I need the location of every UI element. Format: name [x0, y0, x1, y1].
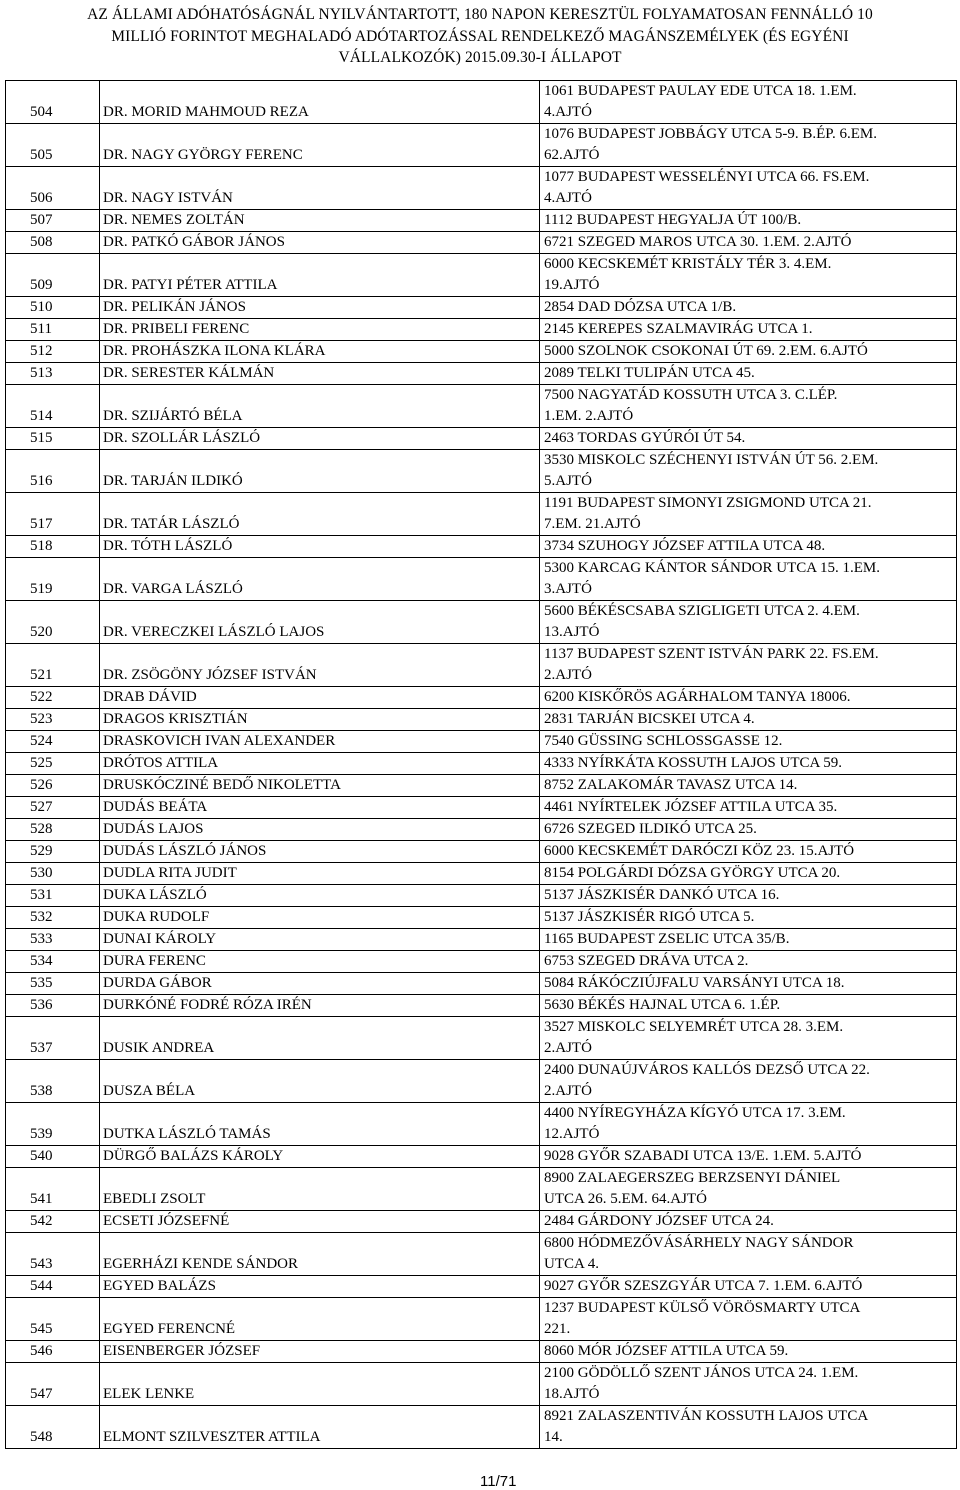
- row-number: 528: [6, 819, 100, 841]
- taxpayer-address: 3527 MISKOLC SELYEMRÉT UTCA 28. 3.EM. 2.AJTÓ: [544, 1019, 844, 1056]
- table-row: [6, 885, 957, 907]
- table-row: [6, 319, 957, 341]
- taxpayer-name: EGERHÁZI KENDE SÁNDOR: [100, 1233, 540, 1276]
- row-number: 534: [6, 951, 100, 973]
- taxpayer-name: ECSETI JÓZSEFNÉ: [100, 1211, 540, 1233]
- taxpayer-address: 8154 POLGÁRDI DÓZSA GYÖRGY UTCA 20.: [544, 865, 841, 881]
- table-row: [6, 1103, 957, 1146]
- taxpayer-address: 1112 BUDAPEST HEGYALJA ÚT 100/B.: [544, 212, 802, 228]
- taxpayer-address-cell: [540, 558, 957, 601]
- taxpayer-address: 6000 KECSKEMÉT KRISTÁLY TÉR 3. 4.EM. 19.AJTÓ: [544, 256, 832, 293]
- table-row: [6, 995, 957, 1017]
- taxpayer-address: 8060 MÓR JÓZSEF ATTILA UTCA 59.: [544, 1343, 789, 1359]
- taxpayer-address-cell: [540, 753, 957, 775]
- table-row: [6, 709, 957, 731]
- taxpayer-address: 4461 NYÍRTELEK JÓZSEF ATTILA UTCA 35.: [544, 799, 838, 815]
- table-row: [6, 297, 957, 319]
- table-row: [6, 1146, 957, 1168]
- taxpayer-address-cell: [540, 731, 957, 753]
- table-row: [6, 341, 957, 363]
- table-row: [6, 775, 957, 797]
- taxpayer-name: DR. PROHÁSZKA ILONA KLÁRA: [100, 341, 540, 363]
- table-row: [6, 536, 957, 558]
- taxpayer-address: 8900 ZALAEGERSZEG BERZSENYI DÁNIEL UTCA 26. 5.EM. 64.AJTÓ: [544, 1170, 841, 1207]
- row-number: 530: [6, 863, 100, 885]
- taxpayer-address-cell: [540, 124, 957, 167]
- row-number: 519: [6, 558, 100, 601]
- taxpayer-address-cell: [540, 841, 957, 863]
- row-number: 547: [6, 1363, 100, 1406]
- taxpayer-address-cell: [540, 1103, 957, 1146]
- taxpayer-address: 5137 JÁSZKISÉR DANKÓ UTCA 16.: [544, 887, 780, 903]
- taxpayer-name: DR. TÓTH LÁSZLÓ: [100, 536, 540, 558]
- row-number: 533: [6, 929, 100, 951]
- taxpayer-address: 1191 BUDAPEST SIMONYI ZSIGMOND UTCA 21. 7.EM. 21.AJTÓ: [544, 495, 872, 532]
- taxpayer-address: 6200 KISKŐRÖS AGÁRHALOM TANYA 18006.: [544, 689, 851, 705]
- taxpayer-name: DUDÁS LAJOS: [100, 819, 540, 841]
- row-number: 540: [6, 1146, 100, 1168]
- taxpayer-name: DUKA RUDOLF: [100, 907, 540, 929]
- taxpayer-address: 8921 ZALASZENTIVÁN KOSSUTH LAJOS UTCA 14.: [544, 1408, 869, 1445]
- taxpayer-name: DR. PELIKÁN JÁNOS: [100, 297, 540, 319]
- taxpayer-name: DRUSKÓCZINÉ BEDŐ NIKOLETTA: [100, 775, 540, 797]
- taxpayer-address-cell: [540, 797, 957, 819]
- taxpayer-address-cell: [540, 929, 957, 951]
- row-number: 545: [6, 1298, 100, 1341]
- taxpayer-name: DR. PRIBELI FERENC: [100, 319, 540, 341]
- taxpayer-name: DRASKOVICH IVAN ALEXANDER: [100, 731, 540, 753]
- taxpayer-address-cell: [540, 493, 957, 536]
- taxpayer-name: ELMONT SZILVESZTER ATTILA: [100, 1406, 540, 1449]
- row-number: 518: [6, 536, 100, 558]
- taxpayer-address-cell: [540, 775, 957, 797]
- taxpayer-address-cell: [540, 210, 957, 232]
- row-number: 546: [6, 1341, 100, 1363]
- table-row: [6, 363, 957, 385]
- taxpayer-name: DR. TATÁR LÁSZLÓ: [100, 493, 540, 536]
- table-row: [6, 863, 957, 885]
- taxpayer-address-cell: [540, 601, 957, 644]
- taxpayer-name: DR. TARJÁN ILDIKÓ: [100, 450, 540, 493]
- table-row: [6, 731, 957, 753]
- row-number: 531: [6, 885, 100, 907]
- taxpayer-address: 1165 BUDAPEST ZSELIC UTCA 35/B.: [544, 931, 790, 947]
- taxpayer-address: 2463 TORDAS GYÚRÓI ÚT 54.: [544, 430, 746, 446]
- taxpayer-address-cell: [540, 687, 957, 709]
- taxpayer-address-cell: [540, 907, 957, 929]
- taxpayer-address: 1077 BUDAPEST WESSELÉNYI UTCA 66. FS.EM. 4.AJTÓ: [544, 169, 870, 206]
- taxpayer-name: DR. VARGA LÁSZLÓ: [100, 558, 540, 601]
- row-number: 509: [6, 254, 100, 297]
- taxpayer-address-cell: [540, 1276, 957, 1298]
- taxpayer-name: EBEDLI ZSOLT: [100, 1168, 540, 1211]
- row-number: 522: [6, 687, 100, 709]
- row-number: 526: [6, 775, 100, 797]
- taxpayer-address-cell: [540, 951, 957, 973]
- row-number: 536: [6, 995, 100, 1017]
- taxpayer-address-cell: [540, 81, 957, 124]
- row-number: 539: [6, 1103, 100, 1146]
- taxpayer-address: 1076 BUDAPEST JOBBÁGY UTCA 5-9. B.ÉP. 6.EM. 62.AJTÓ: [544, 126, 877, 163]
- taxpayer-name: DURKÓNÉ FODRÉ RÓZA IRÉN: [100, 995, 540, 1017]
- row-number: 513: [6, 363, 100, 385]
- taxpayer-name: DRAB DÁVID: [100, 687, 540, 709]
- table-row: [6, 929, 957, 951]
- taxpayer-name: DUDÁS BEÁTA: [100, 797, 540, 819]
- taxpayer-address-cell: [540, 1298, 957, 1341]
- taxpayer-address: 3734 SZUHOGY JÓZSEF ATTILA UTCA 48.: [544, 538, 826, 554]
- taxpayer-address-cell: [540, 995, 957, 1017]
- row-number: 535: [6, 973, 100, 995]
- header-line-1: AZ ÁLLAMI ADÓHATÓSÁGNÁL NYILVÁNTARTOTT, 180 NAPON KERESZTÜL FOLYAMATOSAN FENNÁLLÓ 10: [87, 6, 873, 23]
- table-row: [6, 1341, 957, 1363]
- table-row: [6, 644, 957, 687]
- table-row: [6, 428, 957, 450]
- taxpayer-address: 2400 DUNAÚJVÁROS KALLÓS DEZSŐ UTCA 22. 2.AJTÓ: [544, 1062, 870, 1099]
- taxpayer-address: 2089 TELKI TULIPÁN UTCA 45.: [544, 365, 755, 381]
- taxpayer-address-cell: [540, 1406, 957, 1449]
- taxpayer-address: 5137 JÁSZKISÉR RIGÓ UTCA 5.: [544, 909, 755, 925]
- taxpayer-table-body: [6, 81, 957, 1449]
- taxpayer-name: DURDA GÁBOR: [100, 973, 540, 995]
- row-number: 542: [6, 1211, 100, 1233]
- table-row: [6, 841, 957, 863]
- table-row: [6, 1363, 957, 1406]
- row-number: 527: [6, 797, 100, 819]
- table-row: [6, 973, 957, 995]
- table-row: [6, 124, 957, 167]
- taxpayer-name: DÜRGŐ BALÁZS KÁROLY: [100, 1146, 540, 1168]
- row-number: 506: [6, 167, 100, 210]
- taxpayer-address-cell: [540, 644, 957, 687]
- taxpayer-address-cell: [540, 428, 957, 450]
- taxpayer-address-cell: [540, 863, 957, 885]
- table-row: [6, 167, 957, 210]
- table-row: [6, 81, 957, 124]
- table-row: [6, 601, 957, 644]
- header-line-2: MILLIÓ FORINTOT MEGHALADÓ ADÓTARTOZÁSSAL RENDELKEZŐ MAGÁNSZEMÉLYEK (ÉS EGYÉNI: [111, 27, 849, 45]
- taxpayer-address-cell: [540, 1060, 957, 1103]
- taxpayer-name: ELEK LENKE: [100, 1363, 540, 1406]
- taxpayer-address-cell: [540, 1363, 957, 1406]
- header-line-3: VÁLLALKOZÓK) 2015.09.30-I ÁLLAPOT: [338, 49, 622, 66]
- taxpayer-name: DR. SZIJÁRTÓ BÉLA: [100, 385, 540, 428]
- table-row: [6, 797, 957, 819]
- taxpayer-address-cell: [540, 254, 957, 297]
- taxpayer-address: 7540 GÜSSING SCHLOSSGASSE 12.: [544, 733, 783, 749]
- row-number: 511: [6, 319, 100, 341]
- row-number: 541: [6, 1168, 100, 1211]
- table-row: [6, 1211, 957, 1233]
- row-number: 507: [6, 210, 100, 232]
- taxpayer-address: 1137 BUDAPEST SZENT ISTVÁN PARK 22. FS.EM. 2.AJTÓ: [544, 646, 879, 683]
- table-row: [6, 907, 957, 929]
- taxpayer-name: DR. PATYI PÉTER ATTILA: [100, 254, 540, 297]
- table-row: [6, 450, 957, 493]
- taxpayer-address: 9027 GYŐR SZESZGYÁR UTCA 7. 1.EM. 6.AJTÓ: [544, 1278, 863, 1294]
- taxpayer-address: 2831 TARJÁN BICSKEI UTCA 4.: [544, 711, 755, 727]
- taxpayer-address-cell: [540, 1211, 957, 1233]
- row-number: 525: [6, 753, 100, 775]
- taxpayer-address: 6721 SZEGED MAROS UTCA 30. 1.EM. 2.AJTÓ: [544, 234, 852, 250]
- taxpayer-address: 5000 SZOLNOK CSOKONAI ÚT 69. 2.EM. 6.AJTÓ: [544, 343, 868, 359]
- taxpayer-name: DUSIK ANDREA: [100, 1017, 540, 1060]
- taxpayer-name: DR. NEMES ZOLTÁN: [100, 210, 540, 232]
- row-number: 514: [6, 385, 100, 428]
- taxpayer-address: 2854 DAD DÓZSA UTCA 1/B.: [544, 299, 737, 315]
- taxpayer-address: 1237 BUDAPEST KÜLSŐ VÖRÖSMARTY UTCA 221.: [544, 1300, 861, 1337]
- taxpayer-address: 2484 GÁRDONY JÓZSEF UTCA 24.: [544, 1213, 774, 1229]
- row-number: 510: [6, 297, 100, 319]
- table-row: [6, 819, 957, 841]
- taxpayer-address-cell: [540, 819, 957, 841]
- row-number: 543: [6, 1233, 100, 1276]
- table-row: [6, 558, 957, 601]
- row-number: 538: [6, 1060, 100, 1103]
- table-row: [6, 1017, 957, 1060]
- taxpayer-address-cell: [540, 341, 957, 363]
- taxpayer-name: DURA FERENC: [100, 951, 540, 973]
- row-number: 537: [6, 1017, 100, 1060]
- taxpayer-address-cell: [540, 297, 957, 319]
- taxpayer-address: 6753 SZEGED DRÁVA UTCA 2.: [544, 953, 749, 969]
- row-number: 516: [6, 450, 100, 493]
- row-number: 515: [6, 428, 100, 450]
- taxpayer-name: DR. VERECZKEI LÁSZLÓ LAJOS: [100, 601, 540, 644]
- row-number: 520: [6, 601, 100, 644]
- table-row: [6, 210, 957, 232]
- taxpayer-name: DRAGOS KRISZTIÁN: [100, 709, 540, 731]
- taxpayer-address: 8752 ZALAKOMÁR TAVASZ UTCA 14.: [544, 777, 798, 793]
- taxpayer-address: 5630 BÉKÉS HAJNAL UTCA 6. 1.ÉP.: [544, 997, 781, 1013]
- taxpayer-address: 7500 NAGYATÁD KOSSUTH UTCA 3. C.LÉP. 1.EM. 2.AJTÓ: [544, 387, 838, 424]
- row-number: 529: [6, 841, 100, 863]
- taxpayer-name: DUDLA RITA JUDIT: [100, 863, 540, 885]
- taxpayer-address: 6000 KECSKEMÉT DARÓCZI KÖZ 23. 15.AJTÓ: [544, 843, 855, 859]
- row-number: 504: [6, 81, 100, 124]
- taxpayer-address-cell: [540, 450, 957, 493]
- table-row: [6, 493, 957, 536]
- taxpayer-address: 5300 KARCAG KÁNTOR SÁNDOR UTCA 15. 1.EM. 3.AJTÓ: [544, 560, 880, 597]
- taxpayer-address: 3530 MISKOLC SZÉCHENYI ISTVÁN ÚT 56. 2.EM. 5.AJTÓ: [544, 452, 879, 489]
- taxpayer-table: [5, 80, 957, 1449]
- taxpayer-address: 5084 RÁKÓCZIÚJFALU VARSÁNYI UTCA 18.: [544, 975, 845, 991]
- taxpayer-name: EISENBERGER JÓZSEF: [100, 1341, 540, 1363]
- taxpayer-address-cell: [540, 1341, 957, 1363]
- table-row: [6, 951, 957, 973]
- taxpayer-name: EGYED FERENCNÉ: [100, 1298, 540, 1341]
- taxpayer-address: 9028 GYŐR SZABADI UTCA 13/E. 1.EM. 5.AJTÓ: [544, 1148, 862, 1164]
- taxpayer-address-cell: [540, 385, 957, 428]
- taxpayer-address: 1061 BUDAPEST PAULAY EDE UTCA 18. 1.EM. 4.AJTÓ: [544, 83, 857, 120]
- taxpayer-address-cell: [540, 1017, 957, 1060]
- taxpayer-name: DUSZA BÉLA: [100, 1060, 540, 1103]
- taxpayer-name: DR. SERESTER KÁLMÁN: [100, 363, 540, 385]
- taxpayer-name: EGYED BALÁZS: [100, 1276, 540, 1298]
- taxpayer-address-cell: [540, 319, 957, 341]
- taxpayer-name: DUTKA LÁSZLÓ TAMÁS: [100, 1103, 540, 1146]
- row-number: 532: [6, 907, 100, 929]
- row-number: 544: [6, 1276, 100, 1298]
- taxpayer-address: 2100 GÖDÖLLŐ SZENT JÁNOS UTCA 24. 1.EM. 18.AJTÓ: [544, 1365, 859, 1402]
- row-number: 523: [6, 709, 100, 731]
- taxpayer-name: DR. PATKÓ GÁBOR JÁNOS: [100, 232, 540, 254]
- row-number: 505: [6, 124, 100, 167]
- table-row: [6, 254, 957, 297]
- taxpayer-address-cell: [540, 1233, 957, 1276]
- taxpayer-address-cell: [540, 709, 957, 731]
- taxpayer-address-cell: [540, 232, 957, 254]
- table-row: [6, 232, 957, 254]
- table-row: [6, 1060, 957, 1103]
- table-row: [6, 1168, 957, 1211]
- taxpayer-address: 6726 SZEGED ILDIKÓ UTCA 25.: [544, 821, 757, 837]
- table-row: [6, 753, 957, 775]
- taxpayer-name: DR. ZSÖGÖNY JÓZSEF ISTVÁN: [100, 644, 540, 687]
- row-number: 508: [6, 232, 100, 254]
- taxpayer-name: DR. MORID MAHMOUD REZA: [100, 81, 540, 124]
- taxpayer-name: DR. NAGY GYÖRGY FERENC: [100, 124, 540, 167]
- row-number: 548: [6, 1406, 100, 1449]
- table-row: [6, 1233, 957, 1276]
- taxpayer-address: 4333 NYÍRKÁTA KOSSUTH LAJOS UTCA 59.: [544, 755, 842, 771]
- row-number: 521: [6, 644, 100, 687]
- taxpayer-address-cell: [540, 973, 957, 995]
- taxpayer-address-cell: [540, 363, 957, 385]
- taxpayer-address-cell: [540, 1168, 957, 1211]
- table-row: [6, 385, 957, 428]
- row-number: 512: [6, 341, 100, 363]
- table-row: [6, 1276, 957, 1298]
- taxpayer-name: DUKA LÁSZLÓ: [100, 885, 540, 907]
- table-row: [6, 1298, 957, 1341]
- taxpayer-name: DR. SZOLLÁR LÁSZLÓ: [100, 428, 540, 450]
- taxpayer-address-cell: [540, 167, 957, 210]
- row-number: 517: [6, 493, 100, 536]
- taxpayer-address: 5600 BÉKÉSCSABA SZIGLIGETI UTCA 2. 4.EM. 13.AJTÓ: [544, 603, 860, 640]
- taxpayer-address: 6800 HÓDMEZŐVÁSÁRHELY NAGY SÁNDOR UTCA 4.: [544, 1235, 854, 1272]
- taxpayer-address-cell: [540, 1146, 957, 1168]
- taxpayer-name: DRÓTOS ATTILA: [100, 753, 540, 775]
- table-row: [6, 687, 957, 709]
- row-number: 524: [6, 731, 100, 753]
- page-number: 11/71: [480, 1473, 517, 1490]
- taxpayer-name: DR. NAGY ISTVÁN: [100, 167, 540, 210]
- taxpayer-name: DUNAI KÁROLY: [100, 929, 540, 951]
- taxpayer-address: 4400 NYÍREGYHÁZA KÍGYÓ UTCA 17. 3.EM. 12.AJTÓ: [544, 1105, 846, 1142]
- taxpayer-name: DUDÁS LÁSZLÓ JÁNOS: [100, 841, 540, 863]
- taxpayer-address-cell: [540, 885, 957, 907]
- taxpayer-address: 2145 KEREPES SZALMAVIRÁG UTCA 1.: [544, 321, 813, 337]
- taxpayer-address-cell: [540, 536, 957, 558]
- table-row: [6, 1406, 957, 1449]
- document-header: [0, 4, 960, 69]
